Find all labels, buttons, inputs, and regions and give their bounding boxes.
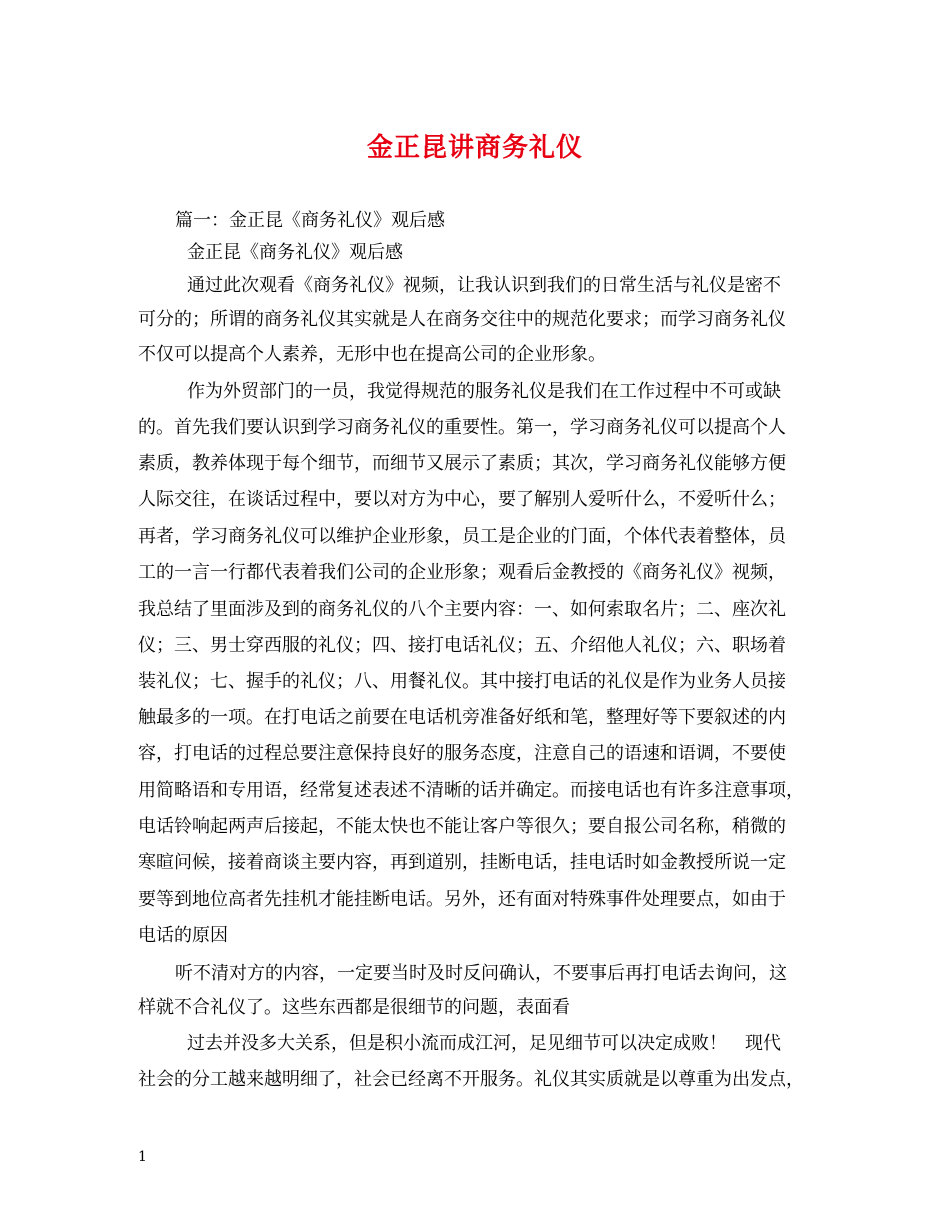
text-line: 不仅可以提高个人素养，无形中也在提高公司的企业形象。 (138, 344, 606, 365)
document-title: 金正昆讲商务礼仪 (366, 133, 583, 163)
text-line: 要等到地位高者先挂机才能挂断电话。另外，还有面对特殊事件处理要点，如由于 (138, 889, 786, 910)
text-line: 电话的原因 (138, 925, 228, 946)
text-line: 样就不合礼仪了。这些东西都是很细节的问题，表面看 (138, 997, 570, 1018)
text-line: 人际交往，在谈话过程中，要以对方为中心，要了解别人爱听什么，不爱听什么； (138, 489, 786, 510)
text-line: 通过此次观看《商务礼仪》视频，让我认识到我们的日常生活与礼仪是密不 (187, 275, 781, 296)
text-line: 触最多的一项。在打电话之前要在电话机旁准备好纸和笔，整理好等下要叙述的内 (138, 707, 786, 728)
page-number: 1 (138, 1149, 147, 1165)
text-line: 金正昆《商务礼仪》观后感 (187, 242, 403, 263)
text-line: 作为外贸部门的一员，我觉得规范的服务礼仪是我们在工作过程中不可或缺 (187, 381, 781, 402)
text-line: 的。首先我们要认识到学习商务礼仪的重要性。第一，学习商务礼仪可以提高个人 (138, 417, 786, 438)
text-line: 我总结了里面涉及到的商务礼仪的八个主要内容：一、如何索取名片；二、座次礼 (138, 599, 786, 620)
text-line: 用简略语和专用语，经常复述表述不清晰的话并确定。而接电话也有许多注意事项， (138, 780, 804, 801)
text-line: 工的一言一行都代表着我们公司的企业形象；观看后金教授的《商务礼仪》视频， (138, 562, 786, 583)
text-line: 听不清对方的内容，一定要当时及时反问确认，不要事后再打电话去询问，这 (175, 963, 787, 984)
text-line: 寒暄问候，接着商谈主要内容，再到道别，挂断电话，挂电话时如金教授所说一定 (138, 852, 786, 873)
text-line: 素质，教养体现于每个细节，而细节又展示了素质；其次，学习商务礼仪能够方便 (138, 453, 786, 474)
text-line: 容，打电话的过程总要注意保持良好的服务态度，注意自己的语速和语调，不要使 (138, 743, 786, 764)
text-line: 电话铃响起两声后接起，不能太快也不能让客户等很久；要自报公司名称，稍微的 (138, 816, 786, 837)
text-line: 社会的分工越来越明细了，社会已经离不开服务。礼仪其实质就是以尊重为出发点， (138, 1069, 804, 1090)
text-line: 再者，学习商务礼仪可以维护企业形象，员工是企业的门面，个体代表着整体，员 (138, 526, 786, 547)
text-line: 装礼仪；七、握手的礼仪；八、用餐礼仪。其中接打电话的礼仪是作为业务人员接 (138, 671, 786, 692)
text-line: 篇一：金正昆《商务礼仪》观后感 (175, 210, 445, 231)
text-line: 仪；三、男士穿西服的礼仪；四、接打电话礼仪；五、介绍他人礼仪；六、职场着 (138, 635, 786, 656)
text-line: 过去并没多大关系，但是积小流而成江河，足见细节可以决定成败！ 现代 (187, 1033, 781, 1054)
text-line: 可分的；所谓的商务礼仪其实就是人在商务交往中的规范化要求；而学习商务礼仪 (138, 309, 786, 330)
